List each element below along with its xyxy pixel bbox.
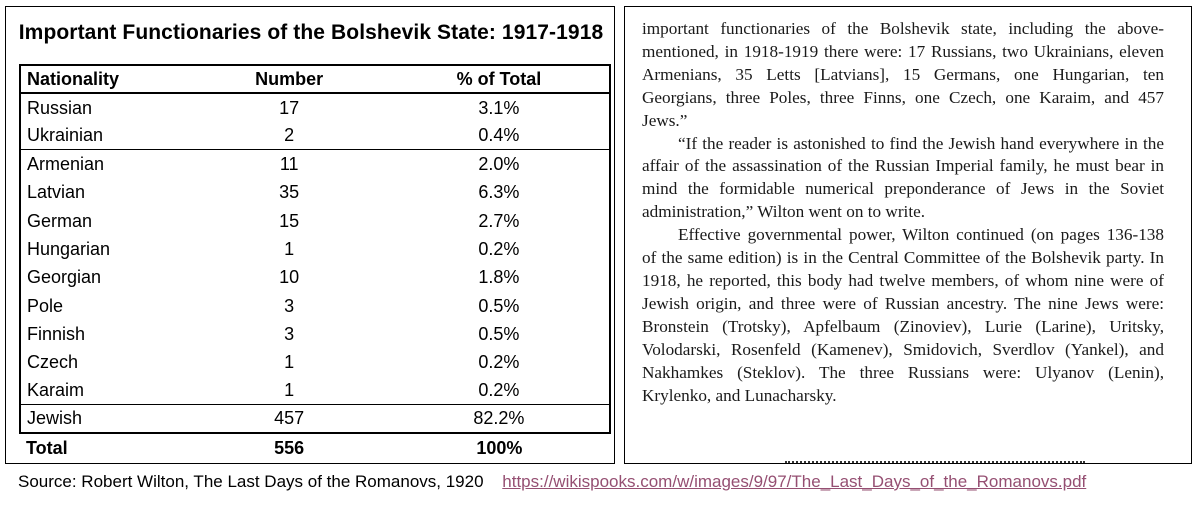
cell-number: 2 bbox=[284, 125, 295, 146]
table-row bbox=[20, 405, 610, 433]
source-link[interactable]: https://wikispooks.com/w/images/9/97/The_Last_Days_of_the_Romanovs.pdf bbox=[502, 472, 1087, 491]
cell-number: 457 bbox=[274, 408, 305, 429]
cell-nationality: Ukrainian bbox=[27, 125, 104, 146]
cell-percent: 0.5% bbox=[478, 323, 520, 344]
total-label: Total bbox=[26, 438, 68, 459]
table-row bbox=[20, 263, 610, 291]
excerpt-paragraph: Effective governmental power, Wilton continued (on pages 136-138 of the same edition) is in the Central Committee of the Bolshevik party. In 1918, he reported, this body had twelve members, of whom nine were of Jewish origin, and three were of Russian ancestry. The nine Jews were: Bronstein (Trotsky), Apfelbaum (Zinoviev), Lurie (Larine), Uritsky, Volodarski, Rosenfeld (Kamenev), Smidovich, Sverdlov (Yankel), and Nakhamkes (Steklov). The three Russians were: Ulyanov (Lenin), Krylenko, and Lunacharsky. bbox=[642, 225, 1164, 405]
total-row bbox=[20, 433, 610, 463]
book-excerpt bbox=[642, 18, 1164, 407]
cell-percent: 0.5% bbox=[478, 295, 520, 316]
cell-nationality: Hungarian bbox=[27, 238, 111, 259]
cell-percent: 1.8% bbox=[478, 267, 520, 288]
total-percent: 100% bbox=[476, 438, 523, 459]
table-row bbox=[20, 206, 610, 234]
cell-nationality: Finnish bbox=[27, 323, 86, 344]
excerpt-paragraph: important functionaries of the Bolshevik state, including the above-mentioned, in 1918-1919 there were: 17 Russians, two Ukrainians, eleven Armenians, 35 Letts [Latvians], 15 Germans, one Hungarian, ten Georgians, three Poles, three Finns, one Czech, one Karaim, and 457 Jews.” bbox=[642, 19, 1164, 130]
table-row bbox=[20, 93, 610, 121]
table-body bbox=[20, 93, 610, 433]
cell-percent: 2.7% bbox=[478, 210, 520, 231]
cropped-text-line bbox=[785, 457, 1085, 464]
cell-nationality: Jewish bbox=[27, 408, 83, 429]
cell-nationality: Latvian bbox=[27, 182, 86, 203]
cell-percent: 82.2% bbox=[473, 408, 525, 429]
cell-number: 1 bbox=[284, 352, 295, 373]
header-percent: % of Total bbox=[456, 69, 542, 90]
cell-nationality: German bbox=[27, 210, 93, 231]
cell-nationality: Armenian bbox=[27, 154, 105, 175]
table-row bbox=[20, 178, 610, 206]
source-text: Source: Robert Wilton, The Last Days of the Romanovs, 1920 bbox=[18, 472, 484, 491]
total-number: 556 bbox=[274, 438, 305, 459]
cell-number: 1 bbox=[284, 238, 295, 259]
table-panel bbox=[5, 6, 615, 464]
cell-percent: 0.2% bbox=[478, 380, 520, 401]
book-excerpt-panel bbox=[624, 6, 1192, 464]
cell-number: 10 bbox=[279, 267, 300, 288]
cell-number: 35 bbox=[279, 182, 300, 203]
cell-percent: 3.1% bbox=[478, 97, 520, 118]
excerpt-paragraph: “If the reader is astonished to find the Jewish hand everywhere in the affair of the assassination of the Russian Imperial family, he must bear in mind the formidable numerical preponderance of Jews in the Soviet administration,” Wilton went on to write. bbox=[642, 133, 1164, 222]
functionaries-table bbox=[19, 64, 611, 463]
table-title: Important Functionaries of the Bolshevik State: 1917-1918 bbox=[18, 21, 604, 44]
table-row bbox=[20, 235, 610, 263]
header-nationality: Nationality bbox=[27, 69, 120, 90]
cell-number: 1 bbox=[284, 380, 295, 401]
cell-percent: 0.4% bbox=[478, 125, 520, 146]
source-citation bbox=[18, 472, 1188, 492]
cell-percent: 0.2% bbox=[478, 352, 520, 373]
table-row bbox=[20, 376, 610, 404]
table-row bbox=[20, 320, 610, 348]
cell-percent: 2.0% bbox=[478, 154, 520, 175]
table-row bbox=[20, 291, 610, 319]
cell-number: 3 bbox=[284, 323, 295, 344]
table-row bbox=[20, 122, 610, 150]
table-header-row bbox=[20, 65, 610, 93]
cell-percent: 6.3% bbox=[478, 182, 520, 203]
cell-percent: 0.2% bbox=[478, 238, 520, 259]
cell-nationality: Georgian bbox=[27, 267, 102, 288]
cell-nationality: Russian bbox=[27, 97, 93, 118]
table-row bbox=[20, 150, 610, 178]
cell-nationality: Czech bbox=[27, 352, 79, 373]
header-number: Number bbox=[255, 69, 324, 90]
cell-number: 3 bbox=[284, 295, 295, 316]
cell-nationality: Pole bbox=[27, 295, 64, 316]
cell-nationality: Karaim bbox=[27, 380, 85, 401]
cell-number: 17 bbox=[279, 97, 300, 118]
cell-number: 15 bbox=[279, 210, 300, 231]
table-row bbox=[20, 348, 610, 376]
cell-number: 11 bbox=[279, 154, 299, 175]
